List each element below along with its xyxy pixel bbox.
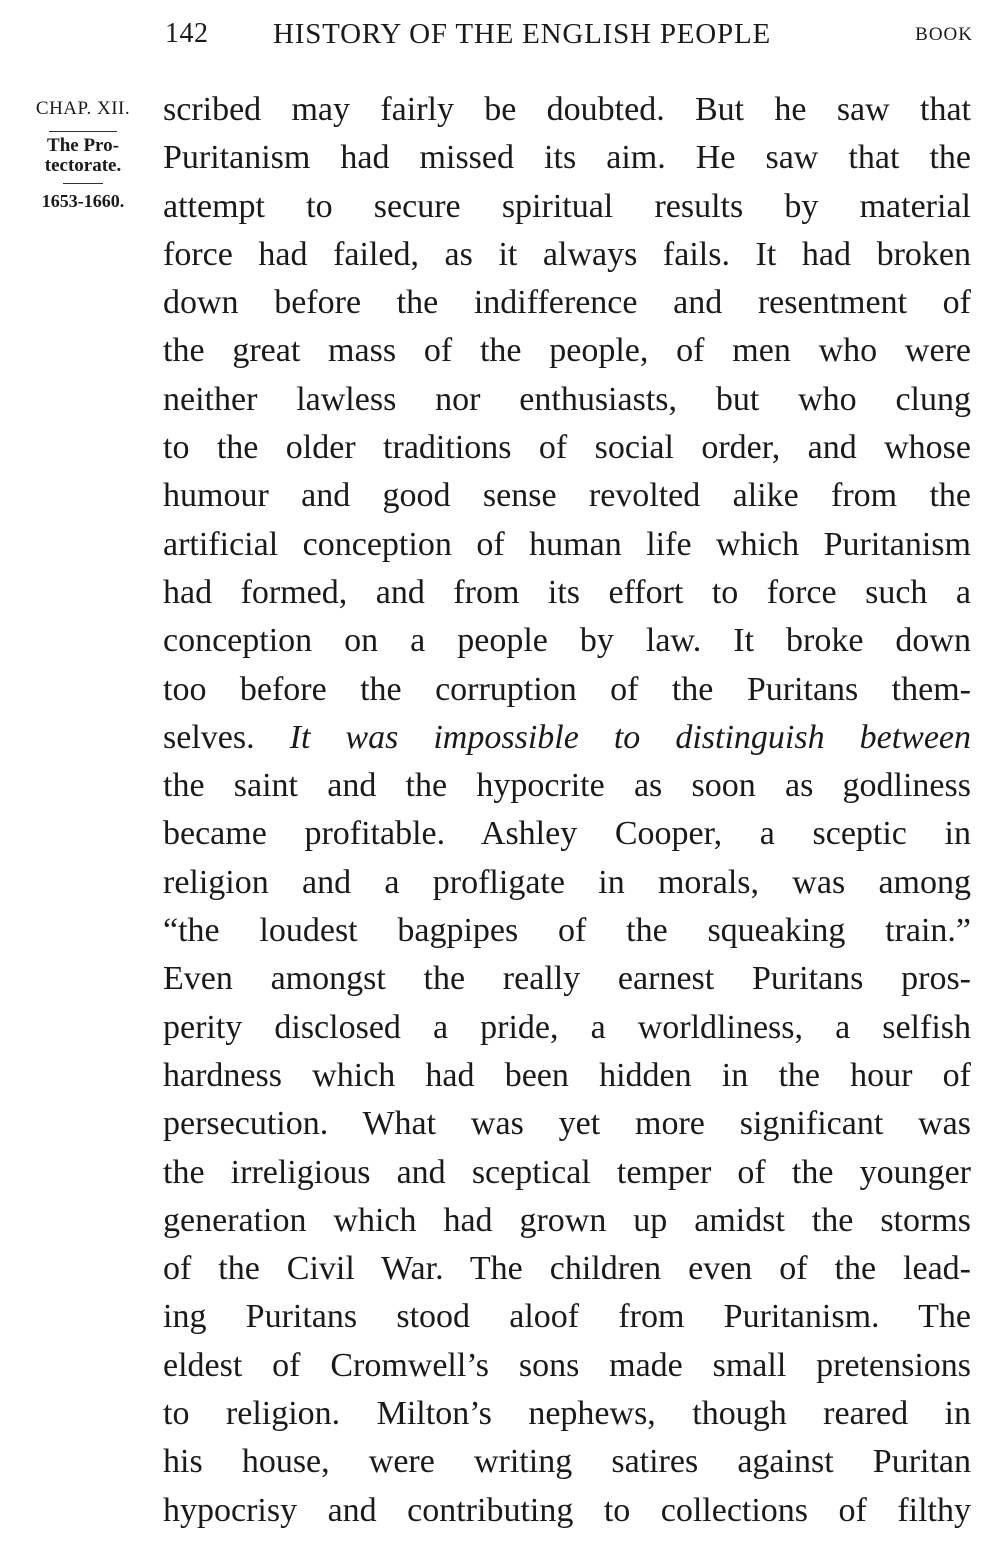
text-line: persecution. What was yet more significant was [163, 1105, 971, 1143]
text-line-italic: selves. It was impossible to distinguish between [163, 718, 971, 756]
margin-subject-line-1: The Pro- [47, 135, 119, 156]
text-line: Even amongst the really earnest Puritans pros- [163, 960, 971, 998]
text-line: of the Civil War. The children even of the lead- [163, 1250, 971, 1288]
text-line: the great mass of the people, of men who were [163, 332, 971, 370]
margin-subject-line-2: tectorate. [44, 155, 122, 176]
margin-rule-short [63, 183, 103, 184]
text-line: Puritanism had missed its aim. He saw that the [163, 139, 971, 177]
text-line: down before the indifference and resentment of [163, 284, 971, 322]
text-line: to the older traditions of social order, and whose [163, 429, 971, 467]
margin-dates: 1653-1660. [41, 191, 125, 211]
text-line: hypocrisy and contributing to collections of filthy [163, 1491, 971, 1529]
text-line: neither lawless nor enthusiasts, but who clung [163, 380, 971, 418]
running-title: HISTORY OF THE ENGLISH PEOPLE [273, 18, 771, 50]
text-line: scribed may fairly be doubted. But he saw that [163, 91, 971, 128]
margin-chapter: CHAP. XII. [35, 98, 131, 119]
italic-phrase: It was impossible to distinguish between [289, 718, 971, 756]
book-label: BOOK [915, 24, 973, 45]
text-line: his house, were writing satires against Puritan [163, 1443, 971, 1481]
text-line: conception on a people by law. It broke down [163, 622, 971, 660]
text-line: became profitable. Ashley Cooper, a sceptic in [163, 815, 971, 853]
running-header [165, 14, 973, 58]
text-line: generation which had grown up amidst the storms [163, 1201, 971, 1239]
text-line: the saint and the hypocrite as soon as godliness [163, 767, 971, 805]
quotation-line: “the loudest bagpipes of the squeaking train.” [163, 912, 971, 950]
text-line: the irreligious and sceptical temper of the younger [163, 1153, 971, 1191]
text-line: force had failed, as it always fails. It had broken [163, 235, 971, 273]
text-line: attempt to secure spiritual results by material [163, 187, 971, 225]
text-line: perity disclosed a pride, a worldliness, a selfish [163, 1008, 971, 1046]
margin-rule [49, 131, 117, 132]
text-line: religion and a profligate in morals, was among [163, 863, 971, 901]
text-line: ing Puritans stood aloof from Puritanism. The [163, 1298, 971, 1336]
text-line: humour and good sense revolted alike from the [163, 477, 971, 515]
text-line: artificial conception of human life which Puritanism [163, 525, 971, 563]
text-line: too before the corruption of the Puritans them- [163, 670, 971, 708]
text-line: hardness which had been hidden in the hour of [163, 1056, 971, 1094]
page-number: 142 [165, 18, 209, 49]
text-line: had formed, and from its effort to force such a [163, 573, 971, 611]
text-line: eldest of Cromwell’s sons made small pretensions [163, 1346, 971, 1384]
text-line: to religion. Milton’s nephews, though reared in [163, 1395, 971, 1433]
margin-notes [14, 96, 152, 212]
body-text [163, 86, 971, 1535]
